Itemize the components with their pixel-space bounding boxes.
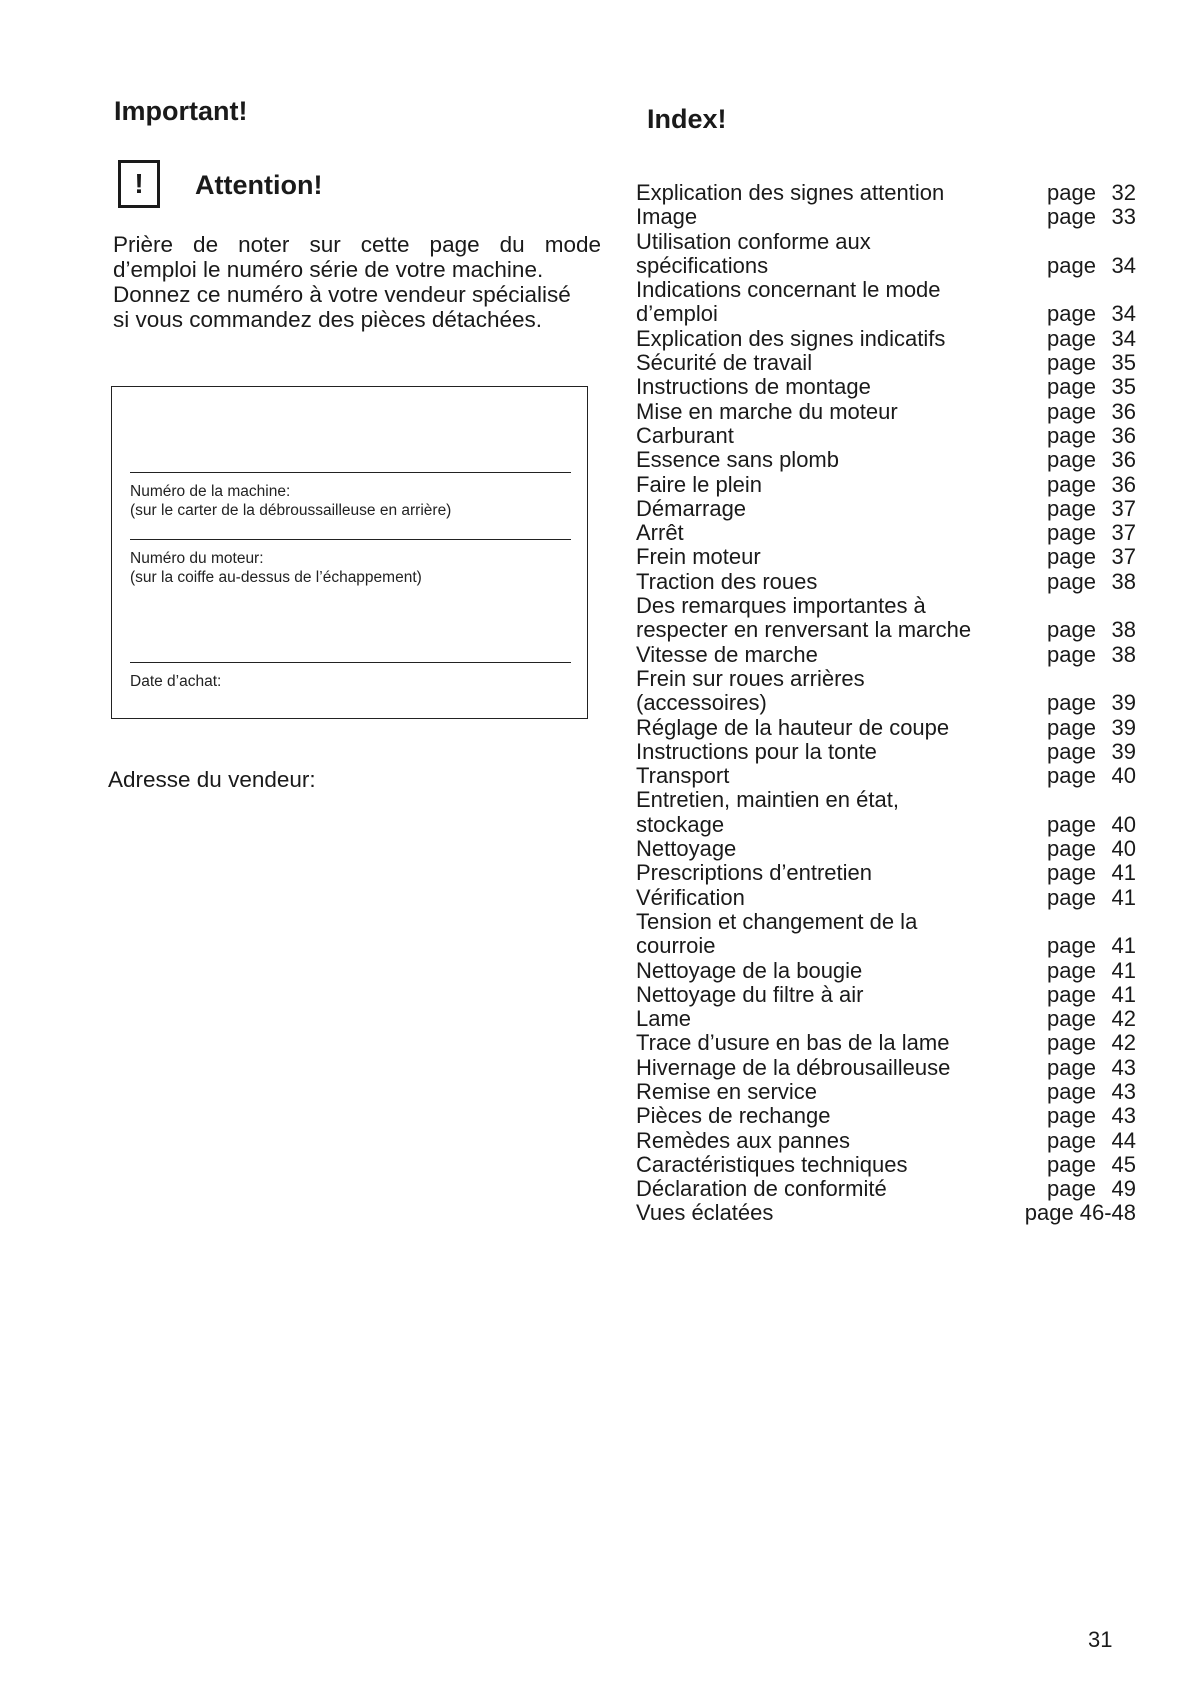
index-entry-title: Image [636, 204, 698, 230]
index-entry-page-ref [1047, 351, 1136, 375]
index-entry-title: spécifications [636, 252, 769, 278]
warning-box-icon: ! [118, 160, 160, 208]
index-entry-page-ref [1047, 643, 1136, 667]
attention-text-line: d’emploi le numéro série de votre machine. [113, 257, 544, 282]
page-number: 31 [1088, 1627, 1113, 1652]
machine-number-label: Numéro de la machine: [130, 483, 291, 500]
index-page-word: page [1047, 520, 1096, 546]
index-page-number: 35 [1111, 350, 1136, 376]
index-page-number: 39 [1111, 738, 1136, 764]
index-page-word: page [1047, 180, 1096, 205]
index-entry-title: Frein sur roues arrières [636, 665, 865, 691]
index-page-number: 36 [1111, 471, 1136, 497]
index-page-word: page [1047, 884, 1096, 910]
index-entry [636, 740, 1136, 764]
index-entry-title: Pièces de rechange [636, 1103, 831, 1129]
index-page-word: page [1047, 204, 1096, 230]
index-page-number: 41 [1111, 933, 1136, 959]
index-entry-title: Nettoyage de la bougie [636, 957, 863, 983]
attention-text-line: Prière de noter sur cette page du mode [113, 232, 601, 257]
index-page-number: 49 [1111, 1176, 1136, 1202]
index-page-number: 38 [1111, 568, 1136, 594]
index-page-number: 33 [1111, 204, 1136, 230]
index-entry-page-ref [1047, 181, 1136, 205]
index-entry-page-ref [1047, 764, 1136, 788]
index-page-word: page [1047, 495, 1096, 521]
index-entry-page-ref [1047, 1080, 1136, 1104]
index-entry-title: Nettoyage [636, 836, 737, 862]
index-entry-title: Réglage de la hauteur de coupe [636, 714, 950, 740]
index-entry-page-ref [1047, 691, 1136, 715]
index-page-word: page [1047, 836, 1096, 862]
index-entry [636, 205, 1136, 229]
index-entry-title: Indications concernant le mode [636, 277, 941, 303]
index-entry-title: Explication des signes indicatifs [636, 325, 946, 351]
index-page-number: 43 [1111, 1054, 1136, 1080]
index-page-word: page [1047, 1078, 1096, 1104]
index-page-number: 44 [1111, 1127, 1136, 1153]
index-entry-page-ref [1047, 1007, 1136, 1031]
index-entry-title: d’emploi [636, 301, 718, 327]
index-entry [636, 959, 1136, 983]
index-entry-title: Frein moteur [636, 544, 761, 570]
index-entry-title: Vérification [636, 884, 745, 910]
index-entry [636, 327, 1136, 351]
index-entry [636, 1177, 1136, 1201]
index-page-number: 40 [1111, 763, 1136, 789]
index-page-number: 34 [1111, 325, 1136, 351]
index-entry-title: Hivernage de la débrousailleuse [636, 1054, 951, 1080]
index-page-word: page [1024, 1200, 1074, 1226]
index-entry [636, 983, 1136, 1007]
index-page-word: page [1047, 738, 1096, 764]
index-page-number: 39 [1111, 714, 1136, 740]
index-page-number: 41 [1111, 860, 1136, 886]
index-page-number: 34 [1111, 301, 1136, 327]
index-entry [636, 910, 1136, 959]
index-page-number: 36 [1111, 422, 1136, 448]
engine-number-line [130, 539, 571, 540]
index-entry-page-ref [1047, 1129, 1136, 1153]
index-entry-page-ref [1047, 497, 1136, 521]
index-page-word: page [1047, 641, 1096, 667]
index-entry-page-ref [1047, 813, 1136, 837]
index-page-word: page [1047, 860, 1096, 886]
index-entry-title: Sécurité de travail [636, 350, 813, 376]
index-page-word: page [1047, 301, 1096, 327]
index-entry-title: Prescriptions d’entretien [636, 860, 873, 886]
index-page-number: 43 [1111, 1078, 1136, 1104]
index-entry-page-ref [1047, 716, 1136, 740]
index-page-word: page [1047, 690, 1096, 716]
index-entry [636, 570, 1136, 594]
index-entry [636, 400, 1136, 424]
index-page-number: 38 [1111, 617, 1136, 643]
index-entry-page-ref [1047, 302, 1136, 326]
index-page-number: 37 [1111, 520, 1136, 546]
index-entry-title: Transport [636, 763, 730, 789]
index-entry [636, 837, 1136, 861]
index-page-word: page [1047, 957, 1096, 983]
index-page-word: page [1047, 252, 1096, 278]
index-page-word: page [1047, 422, 1096, 448]
index-entry-page-ref [1047, 837, 1136, 861]
index-entry-title: Tension et changement de la [636, 908, 918, 934]
index-entry [636, 764, 1136, 788]
index-entry-title: (accessoires) [636, 690, 767, 716]
index-entry-title: Remèdes aux pannes [636, 1127, 851, 1153]
index-page-number: 35 [1111, 374, 1136, 400]
attention-title: Attention! [195, 170, 323, 200]
index-entry [636, 1056, 1136, 1080]
index-heading: Index! [647, 104, 727, 134]
index-page-number: 41 [1111, 981, 1136, 1007]
engine-number-note: (sur la coiffe au-dessus de l’échappement) [130, 569, 422, 586]
index-page-number: 39 [1111, 690, 1136, 716]
index-page-word: page [1047, 1103, 1096, 1129]
index-entry-title: Vues éclatées [636, 1200, 774, 1226]
index-entry [636, 181, 1136, 205]
index-entry [636, 1007, 1136, 1031]
index-entry-title: Nettoyage du filtre à air [636, 981, 864, 1007]
index-entry [636, 448, 1136, 472]
index-page-word: page [1047, 1006, 1096, 1032]
index-entry-title: Instructions pour la tonte [636, 738, 877, 764]
index-entry-page-ref [1047, 424, 1136, 448]
index-entry [636, 351, 1136, 375]
index-entry-title: Explication des signes attention [636, 180, 945, 205]
index-entry-page-ref [1047, 327, 1136, 351]
index-entry-page-ref [1047, 205, 1136, 229]
index-entry [636, 1080, 1136, 1104]
index-entry [636, 375, 1136, 399]
index-entry-title: Instructions de montage [636, 374, 871, 400]
index-page-number: 32 [1111, 180, 1136, 205]
index-entry-page-ref [1047, 521, 1136, 545]
engine-number-label: Numéro du moteur: [130, 550, 264, 567]
attention-text-line: Donnez ce numéro à votre vendeur spécialisé [113, 282, 571, 307]
index-entry [636, 1201, 1136, 1225]
index-entry-page-ref [1047, 959, 1136, 983]
index-entry-title: stockage [636, 811, 725, 837]
index-entry-title: Arrêt [636, 520, 684, 546]
index-page-number: 36 [1111, 447, 1136, 473]
index-page-number: 40 [1111, 811, 1136, 837]
purchase-date-line [130, 662, 571, 663]
index-page-word: page [1047, 350, 1096, 376]
index-page-number: 42 [1111, 1030, 1136, 1056]
index-entry [636, 643, 1136, 667]
index-entry-title: Entretien, maintien en état, [636, 787, 899, 813]
index-page-word: page [1047, 398, 1096, 424]
index-page-word: page [1047, 471, 1096, 497]
index-page-number: 34 [1111, 252, 1136, 278]
index-page-number: 46-48 [1079, 1200, 1136, 1226]
index-page-number: 43 [1111, 1103, 1136, 1129]
index-entry-page-ref [1047, 375, 1136, 399]
index-entry [636, 230, 1136, 279]
machine-number-line [130, 472, 571, 473]
engine-number-field[interactable] [130, 539, 571, 587]
index-page-word: page [1047, 1151, 1096, 1177]
index-entry-page-ref [1047, 1177, 1136, 1201]
index-entry [636, 278, 1136, 327]
index-list [636, 181, 1136, 1226]
index-entry-page-ref [1019, 1201, 1136, 1225]
index-entry [636, 667, 1136, 716]
index-entry-title: Remise en service [636, 1078, 817, 1104]
index-entry-title: Déclaration de conformité [636, 1176, 887, 1202]
index-entry-page-ref [1047, 1031, 1136, 1055]
index-entry-title: Faire le plein [636, 471, 762, 497]
index-entry-page-ref [1047, 1153, 1136, 1177]
index-entry-page-ref [1047, 448, 1136, 472]
index-entry-page-ref [1047, 400, 1136, 424]
index-entry [636, 1129, 1136, 1153]
index-page-word: page [1047, 1176, 1096, 1202]
index-page-number: 38 [1111, 641, 1136, 667]
index-page-word: page [1047, 763, 1096, 789]
index-entry-title: courroie [636, 933, 716, 959]
index-entry [636, 1153, 1136, 1177]
index-page-number: 37 [1111, 544, 1136, 570]
machine-number-field[interactable] [130, 472, 571, 520]
index-entry-title: Carburant [636, 422, 734, 448]
index-entry [636, 497, 1136, 521]
index-page-number: 36 [1111, 398, 1136, 424]
index-page-word: page [1047, 981, 1096, 1007]
index-entry [636, 521, 1136, 545]
index-entry-page-ref [1047, 740, 1136, 764]
index-entry-page-ref [1047, 473, 1136, 497]
index-page-word: page [1047, 325, 1096, 351]
index-entry-title: Des remarques importantes à [636, 593, 926, 619]
index-entry-title: Démarrage [636, 495, 747, 521]
index-page-word: page [1047, 568, 1096, 594]
index-entry [636, 886, 1136, 910]
purchase-date-label: Date d’achat: [130, 673, 222, 690]
index-entry [636, 716, 1136, 740]
index-entry [636, 594, 1136, 643]
index-page-word: page [1047, 447, 1096, 473]
index-entry-page-ref [1047, 254, 1136, 278]
index-entry-page-ref [1047, 861, 1136, 885]
index-page-word: page [1047, 1030, 1096, 1056]
index-entry [636, 424, 1136, 448]
index-entry-title: Lame [636, 1006, 692, 1032]
index-entry-title: Caractéristiques techniques [636, 1151, 908, 1177]
index-page-number: 42 [1111, 1006, 1136, 1032]
index-page-word: page [1047, 714, 1096, 740]
index-page-word: page [1047, 544, 1096, 570]
index-entry-title: Mise en marche du moteur [636, 398, 898, 424]
index-page-number: 40 [1111, 836, 1136, 862]
index-entry [636, 1104, 1136, 1128]
machine-info-form [111, 386, 588, 719]
index-entry [636, 788, 1136, 837]
attention-text [113, 232, 601, 332]
index-page-word: page [1047, 811, 1096, 837]
index-entry-title: Essence sans plomb [636, 447, 839, 473]
index-entry-page-ref [1047, 886, 1136, 910]
index-entry [636, 1031, 1136, 1055]
index-page-number: 41 [1111, 884, 1136, 910]
index-entry-title: Trace d’usure en bas de la lame [636, 1030, 950, 1056]
machine-number-note: (sur le carter de la débroussailleuse en arrière) [130, 502, 452, 519]
index-entry [636, 861, 1136, 885]
vendor-address-label: Adresse du vendeur: [108, 767, 316, 792]
index-page-number: 41 [1111, 957, 1136, 983]
index-entry-page-ref [1047, 934, 1136, 958]
index-entry-page-ref [1047, 570, 1136, 594]
index-page-number: 45 [1111, 1151, 1136, 1177]
attention-text-line: si vous commandez des pièces détachées. [113, 307, 542, 332]
purchase-date-field[interactable] [130, 662, 571, 691]
index-page-word: page [1047, 1127, 1096, 1153]
index-entry-page-ref [1047, 545, 1136, 569]
index-entry-title: Utilisation conforme aux [636, 228, 871, 254]
index-entry-page-ref [1047, 983, 1136, 1007]
index-entry [636, 473, 1136, 497]
index-page-number: 37 [1111, 495, 1136, 521]
index-entry-title: Traction des roues [636, 568, 818, 594]
important-heading: Important! [114, 96, 248, 126]
index-entry-title: Vitesse de marche [636, 641, 818, 667]
index-entry-page-ref [1047, 618, 1136, 642]
index-page-word: page [1047, 374, 1096, 400]
index-page-word: page [1047, 1054, 1096, 1080]
index-page-word: page [1047, 617, 1096, 643]
index-entry-page-ref [1047, 1104, 1136, 1128]
index-page-word: page [1047, 933, 1096, 959]
index-entry-page-ref [1047, 1056, 1136, 1080]
index-entry [636, 545, 1136, 569]
index-entry-title: respecter en renversant la marche [636, 617, 972, 643]
